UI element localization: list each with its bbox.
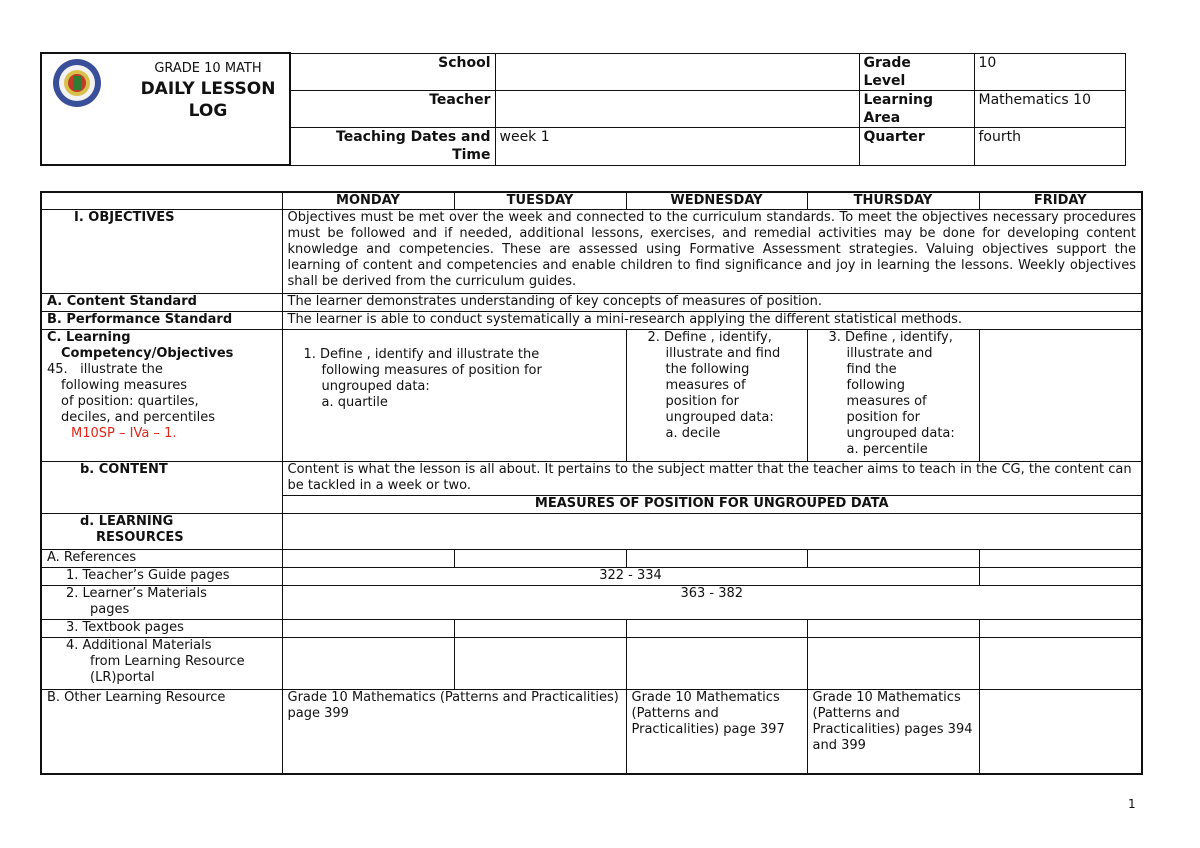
page-number: 1 <box>1128 797 1136 811</box>
header-table <box>40 52 1126 166</box>
performance-standard-text: The learner is able to conduct systematically a mini-research applying the different statistical methods. <box>282 312 1142 330</box>
textbook-thu <box>807 620 979 638</box>
content-text: Content is what the lesson is all about. It pertains to the subject matter that the teacher aims to teach in the CG, the content can be tackled in a week or two. <box>282 462 1142 496</box>
teachers-guide-label: 1. Teacher’s Guide pages <box>41 568 282 586</box>
competency-wed: 2. Define , identify, illustrate and find the following measures of position for ungrouped data: a. decile <box>626 330 807 462</box>
references-tue <box>454 550 626 568</box>
other-resource-wed: Grade 10 Mathematics (Patterns and Practicalities) page 397 <box>626 690 807 774</box>
content-standard-text: The learner demonstrates understanding of key concepts of measures of position. <box>282 294 1142 312</box>
textbook-mon <box>282 620 454 638</box>
references-mon <box>282 550 454 568</box>
days-corner-cell <box>41 192 282 210</box>
competency-label-2: Competency/Objectives <box>61 346 234 361</box>
references-fri <box>979 550 1142 568</box>
other-resource-fri <box>979 690 1142 774</box>
other-resource-thu: Grade 10 Mathematics (Patterns and Practicalities) pages 394 and 399 <box>807 690 979 774</box>
competency-fri <box>979 330 1142 462</box>
competency-item-line-1: 45. illustrate the <box>47 362 163 377</box>
teaching-dates-value: week 1 <box>495 128 859 165</box>
additional-wed <box>626 638 807 690</box>
school-label: School <box>290 53 495 90</box>
learning-resources-blank <box>282 514 1142 550</box>
dll-title <box>128 60 288 122</box>
objectives-text: Objectives must be met over the week and connected to the curriculum standards. To meet the objectives necessary procedures must be followed and if needed, additional lessons, exercises, and remedial activities may be done for developing content knowledge and competencies. These are assessed using Formative Assessment strategies. Valuing objectives support the learning of content and competencies and enable children to find significance and joy in learning the lessons. Weekly objectives shall be derived from the curriculum guides. <box>282 210 1142 294</box>
additional-mon <box>282 638 454 690</box>
learning-area-label: Learning Area <box>859 90 974 127</box>
additional-tue <box>454 638 626 690</box>
performance-standard-label: B. Performance Standard <box>41 312 282 330</box>
day-tuesday: TUESDAY <box>454 192 626 210</box>
learners-materials-label: 2. Learner’s Materials pages <box>41 586 282 620</box>
learning-area-value: Mathematics 10 <box>974 90 1125 127</box>
day-friday: FRIDAY <box>979 192 1142 210</box>
textbook-fri <box>979 620 1142 638</box>
quarter-label: Quarter <box>859 128 974 165</box>
competency-item-line-3: of position: quartiles, <box>61 394 199 409</box>
school-value <box>495 53 859 90</box>
objectives-label: I. OBJECTIVES <box>41 210 282 294</box>
content-topic: MEASURES OF POSITION FOR UNGROUPED DATA <box>282 496 1142 514</box>
teachers-guide-fri <box>979 568 1142 586</box>
header-logo-cell <box>41 53 290 165</box>
references-label: A. References <box>41 550 282 568</box>
textbook-pages-label: 3. Textbook pages <box>41 620 282 638</box>
teacher-label: Teacher <box>290 90 495 127</box>
learning-resources-label: d. LEARNING RESOURCES <box>41 514 282 550</box>
competency-thu: 3. Define , identify, illustrate and find the following measures of position for ungrouped data: a. percentile <box>807 330 979 462</box>
competency-item-line-2: following measures <box>61 378 188 393</box>
competency-item-line-4: deciles, and percentiles <box>61 410 216 425</box>
references-wed <box>626 550 807 568</box>
additional-thu <box>807 638 979 690</box>
other-resource-mon-tue: Grade 10 Mathematics (Patterns and Practicalities) page 399 <box>282 690 626 774</box>
teacher-value <box>495 90 859 127</box>
content-label: b. CONTENT <box>41 462 282 514</box>
grade-line: GRADE 10 MATH <box>154 61 262 76</box>
grade-level-label: Grade Level <box>859 53 974 90</box>
competency-label-cell <box>41 330 282 462</box>
textbook-wed <box>626 620 807 638</box>
lesson-table <box>40 191 1143 775</box>
competency-mon-tue: 1. Define , identify and illustrate the following measures of position for ungrouped data: a. quartile <box>282 330 626 462</box>
content-standard-label: A. Content Standard <box>41 294 282 312</box>
deped-seal-icon <box>52 58 102 108</box>
textbook-tue <box>454 620 626 638</box>
day-wednesday: WEDNESDAY <box>626 192 807 210</box>
teachers-guide-pages: 322 - 334 <box>282 568 979 586</box>
competency-label-1: C. Learning <box>47 330 131 345</box>
competency-code: M10SP – IVa – 1. <box>71 426 177 441</box>
learners-materials-pages: 363 - 382 <box>282 586 1142 620</box>
title-line-2: LOG <box>188 101 228 121</box>
other-resource-label: B. Other Learning Resource <box>41 690 282 774</box>
teaching-dates-label: Teaching Dates and Time <box>290 128 495 165</box>
additional-materials-label: 4. Additional Materials from Learning Resource (LR)portal <box>41 638 282 690</box>
title-line-1: DAILY LESSON <box>140 79 276 99</box>
references-thu <box>807 550 979 568</box>
quarter-value: fourth <box>974 128 1125 165</box>
day-thursday: THURSDAY <box>807 192 979 210</box>
additional-fri <box>979 638 1142 690</box>
grade-level-value: 10 <box>974 53 1125 90</box>
day-monday: MONDAY <box>282 192 454 210</box>
